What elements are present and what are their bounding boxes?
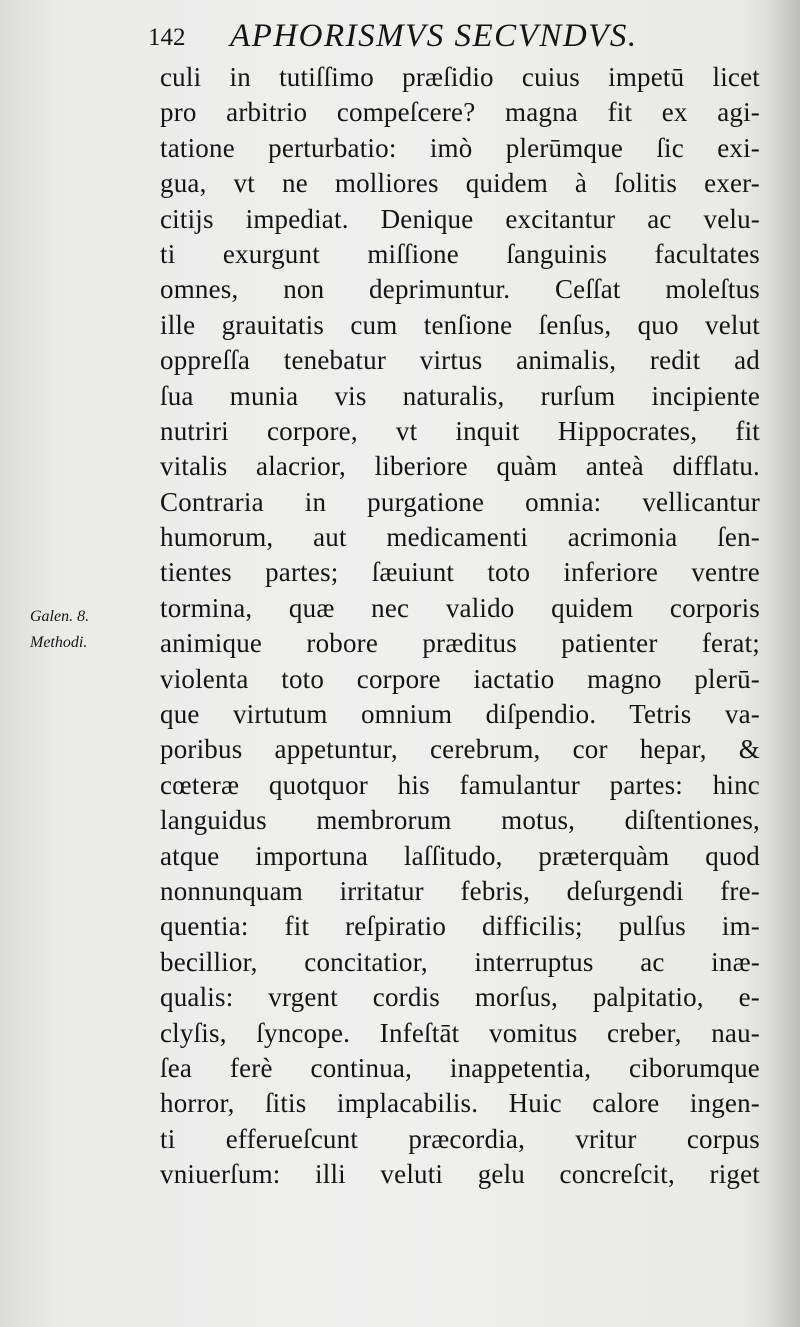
text-line: vitalis alacrior, liberiore quàm anteà difflatu. [160, 451, 760, 482]
text-line: cœteræ quotquor his famulantur partes: hinc [160, 769, 760, 800]
text-line: pro arbitrio compeſcere? magna fit ex agi- [160, 97, 760, 128]
text-line: poribus appetuntur, cerebrum, cor hepar, & [160, 734, 760, 765]
text-line: languidus membrorum motus, diſtentiones, [160, 805, 760, 836]
text-line: tatione perturbatio: imò plerūmque ſic exi- [160, 132, 760, 163]
text-line: oppreſſa tenebatur virtus animalis, redit ad [160, 345, 760, 376]
text-line: ti exurgunt miſſione ſanguinis facultates [160, 238, 760, 269]
text-line: ille grauitatis cum tenſione ſenſus, quo velut [160, 309, 760, 340]
text-line: nutriri corpore, vt inquit Hippocrates, fit [160, 415, 760, 446]
text-line: tormina, quæ nec valido quidem corporis [160, 592, 760, 623]
page-header [148, 18, 728, 58]
text-line: Contraria in purgatione omnia: vellicantur [160, 486, 760, 517]
text-line: gua, vt ne molliores quidem à ſolitis exer- [160, 168, 760, 199]
text-line: atque importuna laſſitudo, præterquàm quod [160, 840, 760, 871]
text-line: horror, ſitis implacabilis. Huic calore ingen- [160, 1088, 760, 1119]
text-line: omnes, non deprimuntur. Ceſſat moleſtus [160, 274, 760, 305]
text-line: quentia: fit reſpiratio difficilis; pulſus im- [160, 911, 760, 942]
text-line: ti efferueſcunt præcordia, vritur corpus [160, 1123, 760, 1154]
text-line: culi in tutiſſimo præſidio cuius impetū licet [160, 62, 760, 92]
text-line: que virtutum omnium diſpendio. Tetris va- [160, 699, 760, 730]
text-line: nonnunquam irritatur febris, deſurgendi fre- [160, 875, 760, 906]
body-text [160, 60, 760, 1193]
text-line: animique robore præditus patienter ferat; [160, 628, 760, 659]
margin-note-line: Galen. 8. [30, 608, 90, 625]
text-line: becillior, concitatior, interruptus ac inæ- [160, 946, 760, 977]
text-line: qualis: vrgent cordis morſus, palpitatio, e- [160, 982, 760, 1013]
text-line: tientes partes; ſæuiunt toto inferiore ventre [160, 557, 760, 588]
marginal-citation [30, 604, 150, 656]
page-edge-shadow [768, 0, 800, 1327]
text-line: humorum, aut medicamenti acrimonia ſen- [160, 522, 760, 553]
text-line: clyſis, ſyncope. Infeſtāt vomitus creber, nau- [160, 1017, 760, 1048]
margin-note-line: Methodi. [30, 634, 88, 651]
text-line: citijs impediat. Denique excitantur ac velu- [160, 203, 760, 234]
running-head: APHORISMVS SECVNDVS. [230, 18, 638, 54]
page-number: 142 [148, 24, 186, 51]
text-line: vniuerſum: illi veluti gelu concreſcit, riget [160, 1159, 760, 1190]
text-line: ſua munia vis naturalis, rurſum incipiente [160, 380, 760, 411]
text-line: violenta toto corpore iactatio magno plerū- [160, 663, 760, 694]
text-line: ſea ferè continua, inappetentia, ciborumque [160, 1052, 760, 1083]
